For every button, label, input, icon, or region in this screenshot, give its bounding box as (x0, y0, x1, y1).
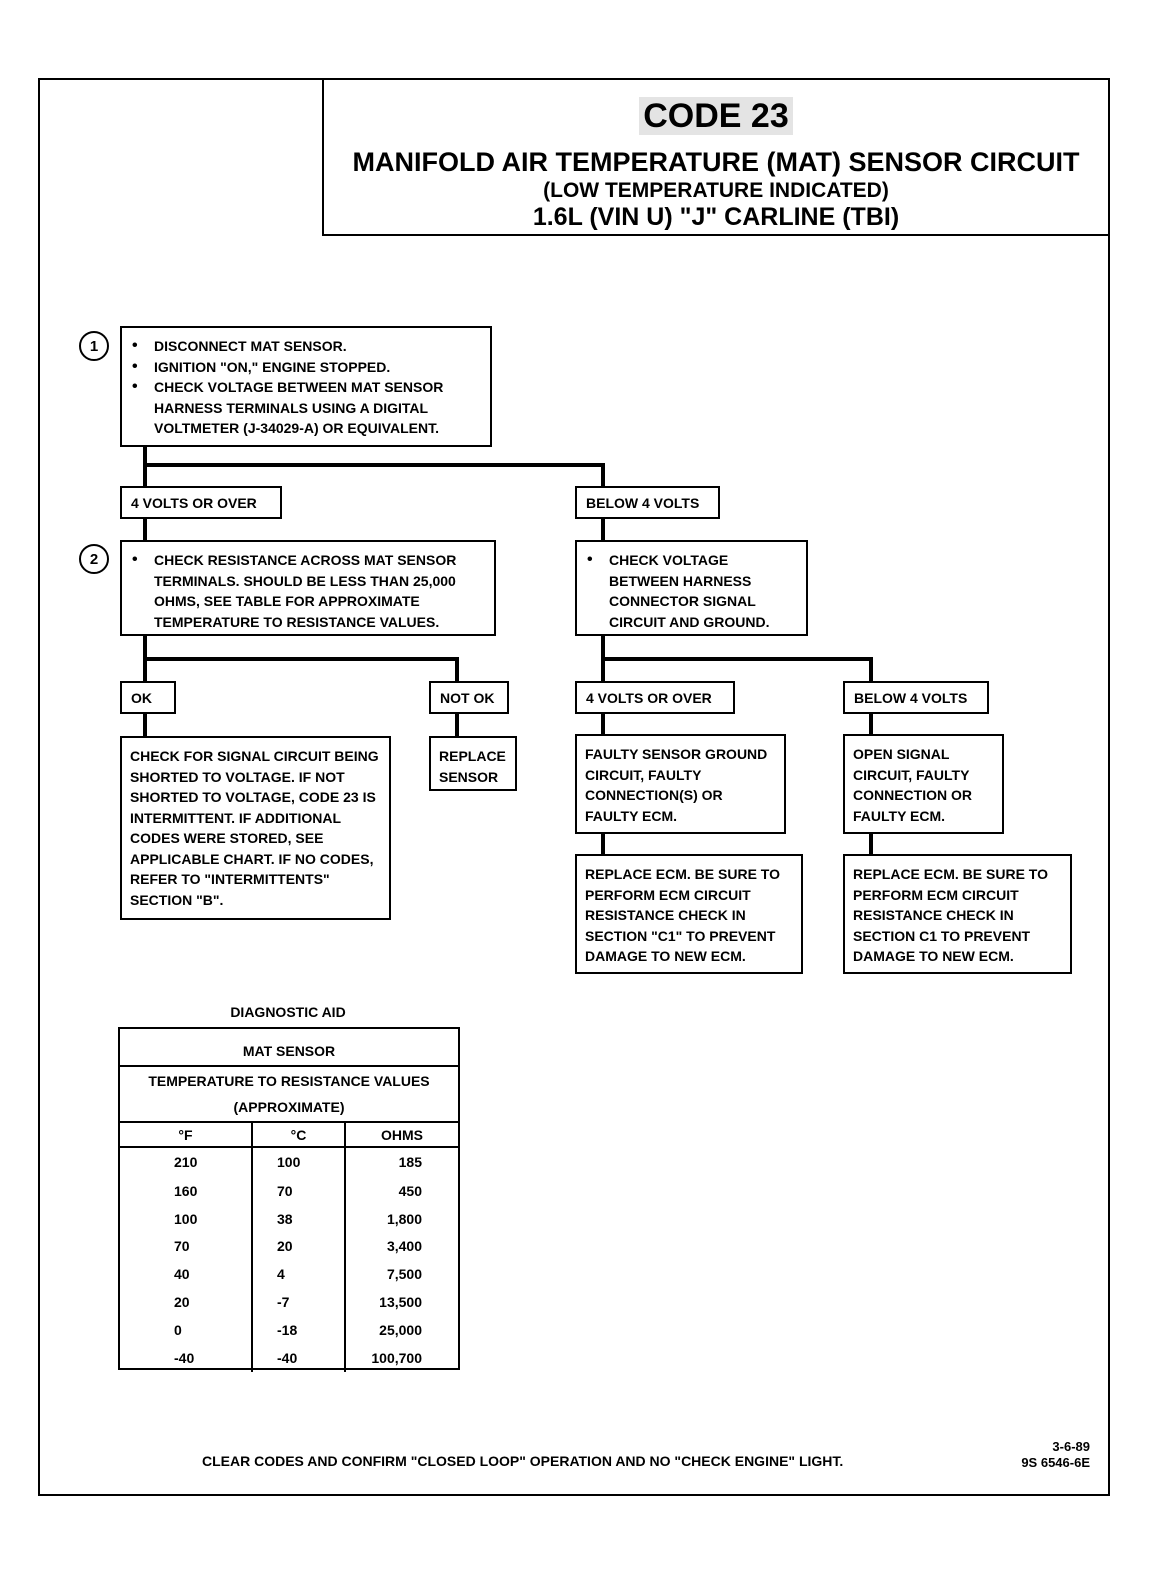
table-row (120, 1147, 458, 1177)
label-ok: OK (120, 681, 176, 714)
table-cell: 25,000 (379, 1322, 422, 1339)
table-cell: -40 (252, 1344, 345, 1372)
table-cell: 4 (252, 1260, 345, 1288)
table-cell: 185 (398, 1154, 422, 1171)
footer-instruction: CLEAR CODES AND CONFIRM "CLOSED LOOP" OPERATION AND NO "CHECK ENGINE" LIGHT. (202, 1453, 844, 1469)
label-4-volts-or-over: 4 VOLTS OR OVER (120, 486, 282, 519)
table-cell: 20 (120, 1288, 252, 1316)
page-subtitle: (LOW TEMPERATURE INDICATED) (543, 179, 889, 202)
table-subtitle-2: (APPROXIMATE) (120, 1095, 458, 1123)
table-row (120, 1205, 458, 1233)
connector-line (869, 657, 873, 683)
label-below-4-volts: BELOW 4 VOLTS (575, 486, 720, 519)
check-voltage-list (585, 550, 798, 632)
diagnostic-aid-title: DIAGNOSTIC AID (230, 1004, 346, 1020)
step-1-list (130, 336, 482, 439)
connector-line (455, 657, 459, 683)
step-2-marker: 2 (79, 544, 109, 574)
table-cell: 70 (120, 1232, 252, 1260)
table-row (120, 1177, 458, 1205)
table-cell: 20 (252, 1232, 345, 1260)
step-1-marker: 1 (79, 331, 109, 361)
table-header-row (120, 1123, 458, 1147)
table-cell: -18 (252, 1316, 345, 1344)
table-row (120, 1288, 458, 1316)
connector-line (143, 463, 605, 467)
col-header-celsius: °C (252, 1123, 345, 1147)
faulty-ground-box: FAULTY SENSOR GROUND CIRCUIT, FAULTY CONNECTION(S) OR FAULTY ECM. (575, 734, 786, 834)
table-cell: 100,700 (371, 1350, 422, 1367)
table-cell: 7,500 (386, 1266, 422, 1283)
step-1-bullet: • IGNITION "ON," ENGINE STOPPED. (130, 357, 482, 378)
replace-sensor-box: REPLACE SENSOR (429, 736, 517, 791)
step-1-bullet: • CHECK VOLTAGE BETWEEN MAT SENSOR HARNESS TERMINALS USING A DIGITAL VOLTMETER (J-34029-A) OR EQUIVALENT. (130, 377, 482, 439)
header-box (322, 79, 1108, 236)
table-cell: 40 (120, 1260, 252, 1288)
connector-line (143, 712, 147, 738)
table-cell: 100 (120, 1205, 252, 1233)
code-title (324, 97, 1108, 136)
connector-line (601, 657, 873, 661)
table-row (120, 1344, 458, 1372)
label-not-ok: NOT OK (429, 681, 509, 714)
connector-line (143, 657, 459, 661)
table-cell: -7 (252, 1288, 345, 1316)
col-header-ohms: OHMS (345, 1123, 458, 1147)
open-signal-box: OPEN SIGNAL CIRCUIT, FAULTY CONNECTION OR FAULTY ECM. (843, 734, 1004, 834)
connector-line (601, 832, 605, 856)
replace-ecm-box-1: REPLACE ECM. BE SURE TO PERFORM ECM CIRCUIT RESISTANCE CHECK IN SECTION "C1" TO PREVENT DAMAGE TO NEW ECM. (575, 854, 803, 974)
step-1-box (120, 326, 492, 447)
table-subtitle-1: TEMPERATURE TO RESISTANCE VALUES (148, 1073, 430, 1089)
check-voltage-box (575, 540, 808, 636)
values-table (120, 1123, 458, 1372)
connector-line (601, 463, 605, 488)
replace-ecm-box-2: REPLACE ECM. BE SURE TO PERFORM ECM CIRCUIT RESISTANCE CHECK IN SECTION C1 TO PREVENT DAMAGE TO NEW ECM. (843, 854, 1072, 974)
table-cell: 38 (252, 1205, 345, 1233)
table-cell: 3,400 (386, 1238, 422, 1255)
table-cell: 160 (120, 1177, 252, 1205)
table-row (120, 1316, 458, 1344)
connector-line (455, 712, 459, 738)
diagnostic-aid-table (118, 1027, 460, 1370)
table-row (120, 1232, 458, 1260)
ok-result-box: CHECK FOR SIGNAL CIRCUIT BEING SHORTED TO VOLTAGE. IF NOT SHORTED TO VOLTAGE, CODE 23 IS INTERMITTENT. IF ADDITIONAL CODES WERE STORED, SEE APPLICABLE CHART. IF NO CODES, REFER TO "INTERMITTENTS" SECTION "B". (120, 736, 391, 920)
footer-doc-number: 9S 6546-6E (1021, 1455, 1090, 1470)
col-header-fahrenheit: °F (120, 1123, 252, 1147)
table-cell: -40 (120, 1344, 252, 1372)
connector-line (601, 712, 605, 736)
step-2-box (120, 540, 496, 636)
table-cell: 450 (398, 1182, 422, 1199)
label-below-4-volts-2: BELOW 4 VOLTS (843, 681, 989, 714)
table-cell: 0 (120, 1316, 252, 1344)
connector-line (869, 712, 873, 736)
table-cell: 13,500 (379, 1294, 422, 1311)
connector-line (143, 518, 147, 542)
connector-line (601, 517, 605, 541)
page-title: MANIFOLD AIR TEMPERATURE (MAT) SENSOR CIRCUIT (352, 147, 1080, 177)
table-cell: 210 (120, 1147, 252, 1177)
table-title: MAT SENSOR (120, 1029, 458, 1067)
footer-date: 3-6-89 (1052, 1439, 1090, 1454)
table-cell: 70 (252, 1177, 345, 1205)
carline-line: 1.6L (VIN U) "J" CARLINE (TBI) (532, 203, 900, 231)
table-row (120, 1260, 458, 1288)
table-cell: 100 (252, 1147, 345, 1177)
step-2-list (130, 550, 486, 632)
check-voltage-bullet: • CHECK VOLTAGE BETWEEN HARNESS CONNECTOR SIGNAL CIRCUIT AND GROUND. (585, 550, 798, 632)
table-cell: 1,800 (386, 1210, 422, 1227)
label-4-volts-or-over-2: 4 VOLTS OR OVER (575, 681, 735, 714)
code-number: CODE 23 (639, 97, 793, 135)
connector-line (869, 832, 873, 856)
step-1-bullet: • DISCONNECT MAT SENSOR. (130, 336, 482, 357)
step-2-bullet: • CHECK RESISTANCE ACROSS MAT SENSOR TERMINALS. SHOULD BE LESS THAN 25,000 OHMS, SEE TABLE FOR APPROXIMATE TEMPERATURE TO RESISTANCE VALUES. (130, 550, 486, 632)
